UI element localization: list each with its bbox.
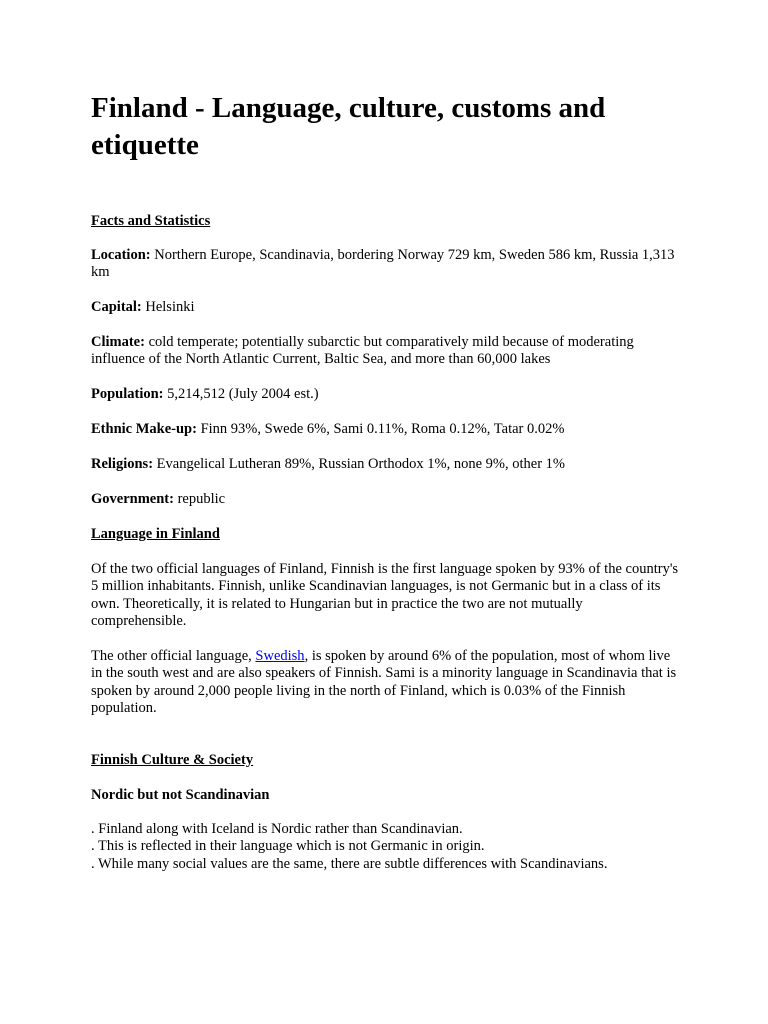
language-paragraph-2	[91, 648, 681, 718]
capital-value: Helsinki	[145, 299, 195, 315]
government-item	[91, 491, 681, 508]
facts-heading: Facts and Statistics	[91, 213, 211, 229]
climate-item	[91, 334, 681, 369]
language-paragraph-2-end: , is spoken by around 6% of the population, most of whom live in the south west and are also speakers of Finnish. Sami is a minority language in Scandinavia that is spoken by around 2,000 people living in the north of Finland, which is 0.03% of the Finnish population.	[91, 648, 677, 717]
religions-label: Religions:	[91, 456, 154, 472]
population-item	[91, 386, 681, 403]
ethnic-item	[91, 421, 681, 438]
language-paragraph-2-start: The other official language,	[91, 648, 252, 664]
climate-value: cold temperate; potentially subarctic but comparatively mild because of moderating influence of the North Atlantic Current, Baltic Sea, and more than 60,000 lakes	[91, 334, 634, 368]
language-paragraph-1: Of the two official languages of Finland, Finnish is the first language spoken by 93% of the country's 5 million inhabitants. Finnish, unlike Scandinavian languages, is not Germanic but in a class of its own. Theoretically, it is related to Hungarian but in practice the two are not mutually comprehensible.	[91, 561, 679, 630]
population-label: Population:	[91, 386, 164, 402]
list-item: . This is reflected in their language which is not Germanic in origin.	[91, 838, 485, 855]
government-label: Government:	[91, 491, 174, 507]
location-item	[91, 247, 681, 282]
ethnic-value: Finn 93%, Swede 6%, Sami 0.11%, Roma 0.12%, Tatar 0.02%	[200, 421, 565, 437]
language-heading: Language in Finland	[91, 526, 220, 542]
swedish-link[interactable]: Swedish	[255, 648, 305, 664]
religions-value: Evangelical Lutheran 89%, Russian Orthodox 1%, none 9%, other 1%	[156, 456, 565, 472]
list-item: . While many social values are the same, there are subtle differences with Scandinavians.	[91, 855, 608, 872]
location-label: Location:	[91, 247, 151, 263]
government-value: republic	[177, 491, 226, 507]
capital-label: Capital:	[91, 299, 142, 315]
capital-item	[91, 299, 681, 316]
culture-heading: Finnish Culture & Society	[91, 752, 254, 768]
location-value: Northern Europe, Scandinavia, bordering Norway 729 km, Sweden 586 km, Russia 1,313 km	[91, 247, 675, 281]
religions-item	[91, 456, 681, 473]
page-title: Finland - Language, culture, customs and etiquette	[91, 92, 606, 161]
list-item: . Finland along with Iceland is Nordic rather than Scandinavian.	[91, 821, 463, 837]
culture-subheading: Nordic but not Scandinavian	[91, 787, 270, 803]
ethnic-label: Ethnic Make-up:	[91, 421, 197, 437]
culture-bullet-list	[91, 821, 681, 873]
climate-label: Climate:	[91, 334, 145, 350]
population-value: 5,214,512 (July 2004 est.)	[167, 386, 319, 402]
